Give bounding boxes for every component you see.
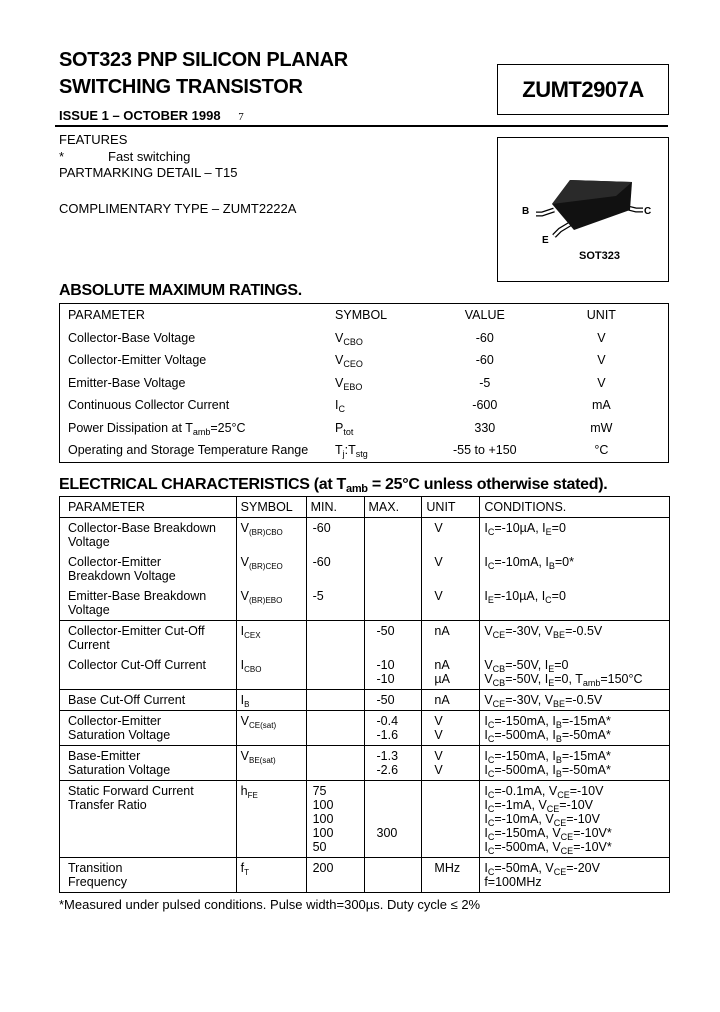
unit-cell: V — [422, 552, 480, 586]
conditions-cell: $I_C=-10\mu A$, $I_E=0$ — [480, 518, 670, 553]
value-cell: -5 — [479, 375, 491, 390]
symbol-cell: $V_{(BR)CEO}$ — [236, 552, 306, 586]
symbol-cell: $V_{EBO}$ — [335, 375, 363, 392]
min-cell — [306, 711, 364, 746]
table-row — [60, 394, 669, 417]
conditions-cell: $V_{CE}=-30V$, $V_{BE}=-0.5V$ — [480, 690, 670, 711]
max-cell: -10 -10 — [364, 655, 422, 690]
unit-cell: mW — [590, 420, 613, 435]
table-row — [60, 746, 670, 781]
pin-b-label: B — [522, 206, 530, 217]
symbol-cell: $V_{CE(sat)}$ — [236, 711, 306, 746]
abs-max-header-row — [60, 304, 669, 327]
unit-cell: V V — [422, 711, 480, 746]
min-cell: 200 — [306, 858, 364, 893]
min-cell — [306, 746, 364, 781]
conditions-cell: $I_E=-10\mu A$, $I_C=0$ — [480, 586, 670, 621]
elec-table — [59, 496, 670, 893]
pin-e-label: E — [542, 235, 549, 246]
col-header-unit: UNIT — [422, 497, 480, 518]
conditions-cell: $V_{CE}=-30V$, $V_{BE}=-0.5V$ — [480, 621, 670, 656]
table-row — [60, 439, 669, 462]
footnote: *Measured under pulsed conditions. Pulse width=300µs. Duty cycle ≤ 2% — [59, 897, 481, 912]
min-cell: -60 — [306, 552, 364, 586]
max-cell: -50 — [364, 621, 422, 656]
part-number: ZUMT2907A — [497, 64, 669, 115]
unit-cell: V — [597, 375, 606, 390]
conditions-cell: $I_C=-50mA$, $V_{CE}=-20V$ f=100MHz — [480, 858, 670, 893]
complementary-type: COMPLIMENTARY TYPE – ZUMT2222A — [59, 201, 297, 216]
col-header-value: VALUE — [464, 308, 505, 323]
param-cell: Base Cut-Off Current — [60, 690, 237, 711]
package-label: SOT323 — [579, 250, 620, 262]
table-row — [60, 518, 670, 553]
conditions-cell: $I_C=-150mA$, $I_B=-15mA*$ $I_C=-500mA$, $I_B=-50mA*$ — [480, 711, 670, 746]
unit-cell: nA — [422, 621, 480, 656]
conditions-cell: $I_C=-10mA$, $I_B=0*$ — [480, 552, 670, 586]
col-header-parameter: PARAMETER — [68, 500, 145, 514]
symbol-cell: $I_C$ — [335, 398, 345, 415]
symbol-cell: $I_{CEX}$ — [236, 621, 306, 656]
min-cell: -60 — [306, 518, 364, 553]
table-row — [60, 781, 670, 858]
param-cell: Collector-Emitter Cut-Off Current — [60, 621, 237, 656]
value-cell: 330 — [474, 420, 496, 435]
conditions-cell: $I_C=-0.1mA$, $V_{CE}=-10V$ $I_C=-1mA$, $V_{CE}=-10V$ $I_C=-10mA$, $V_{CE}=-10V$ $I_C=-150mA$, $V_{CE}=-10V*$ $I_C=-500mA$, $V_{CE}=-10V*$ — [480, 781, 670, 858]
param-cell: Continuous Collector Current — [68, 398, 230, 413]
value-cell: -600 — [472, 398, 498, 413]
symbol-cell: $V_{(BR)CBO}$ — [236, 518, 306, 553]
conditions-cell: $V_{CB}=-50V$, $I_E=0$ $V_{CB}=-50V$, $I_E=0$, $T_{amb}=150^\circ C$ — [480, 655, 670, 690]
table-row — [60, 711, 670, 746]
table-row — [60, 690, 670, 711]
symbol-cell: $I_B$ — [236, 690, 306, 711]
col-header-min: MIN. — [306, 497, 364, 518]
min-cell — [306, 621, 364, 656]
table-row — [60, 858, 670, 893]
unit-cell: V — [597, 330, 606, 345]
unit-cell: V V — [422, 746, 480, 781]
symbol-cell: $V_{(BR)EBO}$ — [236, 586, 306, 621]
symbol-cell: $T_j:T_{stg}$ — [335, 443, 368, 460]
param-cell: Collector-Emitter Voltage — [68, 353, 207, 368]
features-heading: FEATURES — [59, 132, 128, 147]
max-cell: -1.3 -2.6 — [364, 746, 422, 781]
unit-cell: nA µA — [422, 655, 480, 690]
param-cell: Collector Cut-Off Current — [68, 658, 207, 672]
param-cell: Power Dissipation at $T_{amb}=25^\circ C$ — [68, 420, 246, 437]
symbol-cell: $I_{CBO}$ — [236, 655, 306, 690]
col-header-max: MAX. — [364, 497, 422, 518]
col-header-conditions: CONDITIONS. — [480, 497, 670, 518]
abs-max-table — [59, 303, 669, 463]
table-row — [60, 349, 669, 372]
min-cell — [306, 655, 364, 690]
title-line-1: SOT323 PNP SILICON PLANAR — [59, 49, 348, 71]
param-cell: Emitter-Base Breakdown Voltage — [68, 589, 207, 617]
unit-cell: nA — [422, 690, 480, 711]
col-header-symbol: SYMBOL — [335, 308, 388, 323]
table-row — [60, 372, 669, 395]
unit-cell: MHz — [422, 858, 480, 893]
table-row — [60, 417, 669, 440]
param-cell: Collector-Emitter Breakdown Voltage — [68, 555, 176, 583]
abs-max-heading: ABSOLUTE MAXIMUM RATINGS. — [59, 282, 302, 299]
elec-heading: ELECTRICAL CHARACTERISTICS (at $T_{amb} = 25^\circ C$ unless otherwise stated). — [59, 476, 608, 495]
table-row — [60, 552, 670, 586]
issue-line — [59, 108, 244, 123]
table-row — [60, 586, 670, 621]
min-cell — [306, 690, 364, 711]
symbol-cell: $V_{CEO}$ — [335, 353, 363, 370]
features-item: Fast switching — [108, 149, 191, 164]
unit-cell: V — [597, 353, 606, 368]
symbol-cell: $P_{tot}$ — [335, 420, 354, 437]
page-mark: 7 — [238, 111, 244, 123]
max-cell — [364, 586, 422, 621]
col-header-symbol: SYMBOL — [236, 497, 306, 518]
issue-date: ISSUE 1 – OCTOBER 1998 — [59, 108, 221, 123]
col-header-unit: UNIT — [586, 308, 616, 323]
value-cell: -60 — [475, 330, 494, 345]
table-row — [60, 621, 670, 656]
param-cell: Base-Emitter Saturation Voltage — [60, 746, 237, 781]
max-cell: 300 — [364, 781, 422, 858]
symbol-cell: $V_{BE(sat)}$ — [236, 746, 306, 781]
unit-cell: mA — [591, 398, 611, 413]
param-cell: Static Forward Current Transfer Ratio — [60, 781, 237, 858]
symbol-cell: $f_T$ — [236, 858, 306, 893]
unit-cell: °C — [594, 443, 609, 458]
param-cell: Collector-Base Voltage — [68, 330, 196, 345]
features-bullet: * — [59, 149, 65, 164]
table-row — [60, 655, 670, 690]
param-cell: Collector-Emitter Saturation Voltage — [60, 711, 237, 746]
value-cell: -60 — [475, 353, 494, 368]
symbol-cell: $h_{FE}$ — [236, 781, 306, 858]
symbol-cell: $V_{CBO}$ — [335, 330, 363, 347]
unit-cell: V — [422, 586, 480, 621]
title-line-2: SWITCHING TRANSISTOR — [59, 76, 303, 98]
unit-cell: V — [422, 518, 480, 553]
param-cell: Collector-Base Breakdown Voltage — [60, 518, 237, 553]
conditions-cell: $I_C=-150mA$, $I_B=-15mA*$ $I_C=-500mA$, $I_B=-50mA*$ — [480, 746, 670, 781]
max-cell: -0.4 -1.6 — [364, 711, 422, 746]
min-cell: 75 100 100 100 50 — [306, 781, 364, 858]
value-cell: -55 to +150 — [453, 443, 517, 458]
elec-header-row — [60, 497, 670, 518]
max-cell — [364, 518, 422, 553]
unit-cell — [422, 781, 480, 858]
header-rule — [55, 125, 668, 127]
param-cell: Transition Frequency — [60, 858, 237, 893]
param-cell: Operating and Storage Temperature Range — [68, 443, 309, 458]
param-cell: Emitter-Base Voltage — [68, 375, 186, 390]
max-cell — [364, 858, 422, 893]
table-row — [60, 327, 669, 350]
max-cell: -50 — [364, 690, 422, 711]
pin-c-label: C — [644, 206, 652, 217]
max-cell — [364, 552, 422, 586]
partmarking-detail: PARTMARKING DETAIL – T15 — [59, 165, 238, 180]
col-header-parameter: PARAMETER — [68, 308, 145, 323]
min-cell: -5 — [306, 586, 364, 621]
package-drawing-box — [497, 137, 669, 282]
